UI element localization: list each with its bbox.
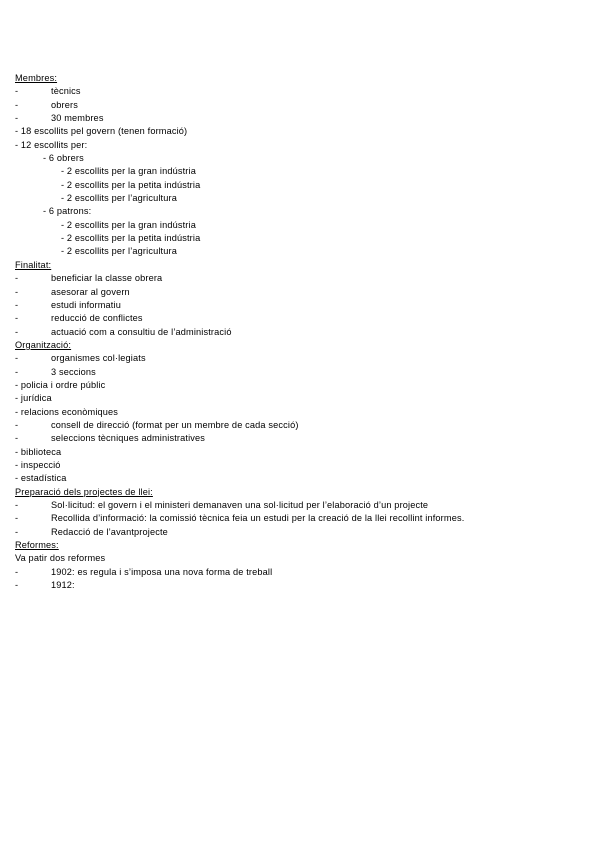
text-line: - 6 obrers xyxy=(43,153,84,164)
text-line: - estadística xyxy=(15,473,67,484)
text-line: Va patir dos reformes xyxy=(15,553,106,564)
bullet-item xyxy=(15,326,585,339)
bullet-item xyxy=(15,566,585,579)
section-heading: Reformes: xyxy=(15,540,59,551)
section-heading: Membres: xyxy=(15,73,58,83)
bullet-text: 1912: xyxy=(51,580,75,591)
bullet-dash: - xyxy=(15,433,19,444)
bullet-item xyxy=(15,526,585,539)
bullet-item xyxy=(15,512,585,525)
bullet-dash: - xyxy=(15,513,19,524)
text-line: - biblioteca xyxy=(15,446,62,457)
bullet-item xyxy=(15,112,585,125)
bullet-item xyxy=(15,352,585,365)
bullet-item xyxy=(15,312,585,325)
bullet-text: consell de direcció (format per un membre de cada secció) xyxy=(51,419,299,430)
bullet-dash: - xyxy=(15,313,19,324)
text-line: - 2 escollits per la petita indústria xyxy=(61,179,201,190)
text-line: - 18 escollits pel govern (tenen formació) xyxy=(15,126,188,137)
text-line: - 2 escollits per la gran indústria xyxy=(61,219,196,230)
bullet-item xyxy=(15,499,585,512)
text-line: - 2 escollits per la gran indústria xyxy=(61,166,196,177)
bullet-dash: - xyxy=(15,366,19,377)
bullet-text: estudi informatiu xyxy=(51,299,121,310)
bullet-dash: - xyxy=(15,353,19,364)
bullet-dash: - xyxy=(15,500,19,510)
bullet-item xyxy=(15,286,585,299)
bullet-dash: - xyxy=(15,566,19,577)
bullet-text: reducció de conflictes xyxy=(51,313,143,324)
bullet-text: asesorar al govern xyxy=(51,286,130,297)
bullet-text: tècnics xyxy=(51,86,81,97)
bullet-item xyxy=(15,299,585,312)
bullet-text: Sol·licitud: el govern i el ministeri demanaven una sol·licitud per l’elaboració d’un projecte xyxy=(51,500,429,510)
bullet-item xyxy=(15,432,585,445)
bullet-dash: - xyxy=(15,113,19,124)
text-line: - 2 escollits per la petita indústria xyxy=(61,233,201,244)
bullet-dash: - xyxy=(15,526,19,537)
bullet-item xyxy=(15,419,585,432)
text-line: - inspecció xyxy=(15,459,61,470)
bullet-text: obrers xyxy=(51,99,78,110)
section-heading: Preparació dels projectes de llei: xyxy=(15,486,153,497)
bullet-item xyxy=(15,579,585,592)
bullet-dash: - xyxy=(15,286,19,297)
bullet-text: 30 membres xyxy=(51,113,104,124)
bullet-dash: - xyxy=(15,86,19,97)
bullet-dash: - xyxy=(15,419,19,430)
bullet-text: organismes col·legiats xyxy=(51,353,146,364)
section-heading: Finalitat: xyxy=(15,259,52,270)
text-line: - 6 patrons: xyxy=(43,206,92,217)
bullet-text: beneficiar la classe obrera xyxy=(51,273,163,284)
bullet-dash: - xyxy=(15,99,19,110)
document-body xyxy=(15,72,585,592)
text-line: - relacions econòmiques xyxy=(15,406,119,417)
bullet-dash: - xyxy=(15,580,19,591)
bullet-item xyxy=(15,99,585,112)
bullet-dash: - xyxy=(15,299,19,310)
bullet-text: seleccions tècniques administratives xyxy=(51,433,206,444)
bullet-text: Redacció de l’avantprojecte xyxy=(51,526,168,537)
text-line: - jurídica xyxy=(15,393,52,404)
bullet-text: 1902: es regula i s’imposa una nova forma de treball xyxy=(51,566,273,577)
bullet-text: 3 seccions xyxy=(51,366,96,377)
bullet-dash: - xyxy=(15,273,19,284)
bullet-item xyxy=(15,85,585,98)
bullet-item xyxy=(15,272,585,285)
text-line: - 2 escollits per l’agricultura xyxy=(61,193,177,204)
bullet-item xyxy=(15,366,585,379)
text-line: - 2 escollits per l’agricultura xyxy=(61,246,177,257)
text-line: - policia i ordre públic xyxy=(15,379,106,390)
section-heading: Organització: xyxy=(15,339,72,350)
bullet-dash: - xyxy=(15,326,19,337)
text-line: - 12 escollits per: xyxy=(15,139,88,150)
bullet-text: Recollida d’informació: la comissió tècnica feia un estudi per la creació de la llei recollint informes. xyxy=(51,513,465,524)
bullet-text: actuació com a consultiu de l’administració xyxy=(51,326,232,337)
